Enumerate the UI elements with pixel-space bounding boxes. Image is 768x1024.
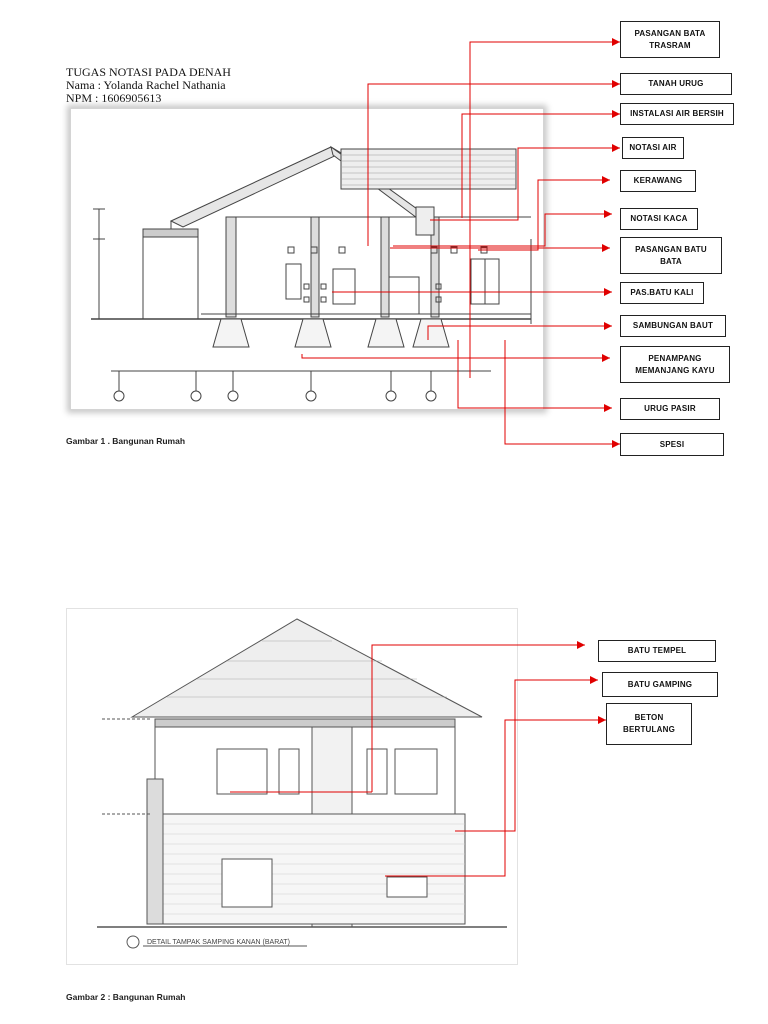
label-notasi-air: NOTASI AIR xyxy=(622,137,684,159)
figure-2-elevation-drawing xyxy=(66,608,518,965)
figure-2-caption: Gambar 2 : Bangunan Rumah xyxy=(66,992,186,1002)
label-pasangan-bata-trasram: PASANGAN BATA TRASRAM xyxy=(620,21,720,58)
label-instalasi-air-bersih: INSTALASI AIR BERSIH xyxy=(620,103,734,125)
label-notasi-kaca: NOTASI KACA xyxy=(620,208,698,230)
label-urug-pasir: URUG PASIR xyxy=(620,398,720,420)
label-pasangan-batu-bata: PASANGAN BATU BATA xyxy=(620,237,722,274)
assignment-header xyxy=(66,66,231,105)
label-penampang-memanjang-kayu: PENAMPANG MEMANJANG KAYU xyxy=(620,346,730,383)
label-batu-tempel: BATU TEMPEL xyxy=(598,640,716,662)
assignment-title: TUGAS NOTASI PADA DENAH xyxy=(66,65,231,79)
label-kerawang: KERAWANG xyxy=(620,170,696,192)
label-batu-gamping: BATU GAMPING xyxy=(602,672,718,697)
figure-1-section-drawing xyxy=(70,108,544,410)
house-section-drawing xyxy=(71,109,543,409)
label-spesi: SPESI xyxy=(620,433,724,456)
student-name: Nama : Yolanda Rachel Nathania xyxy=(66,78,226,92)
label-pas-batu-kali: PAS.BATU KALI xyxy=(620,282,704,304)
label-sambungan-baut: SAMBUNGAN BAUT xyxy=(620,315,726,337)
figure-1-caption: Gambar 1 . Bangunan Rumah xyxy=(66,436,186,446)
house-elevation-drawing xyxy=(67,609,517,964)
drawing-title: DETAIL TAMPAK SAMPING KANAN (BARAT) xyxy=(147,939,291,946)
label-beton-bertulang: BETON BERTULANG xyxy=(606,703,692,745)
student-npm: NPM : 1606905613 xyxy=(66,91,162,105)
label-tanah-urug: TANAH URUG xyxy=(620,73,732,95)
